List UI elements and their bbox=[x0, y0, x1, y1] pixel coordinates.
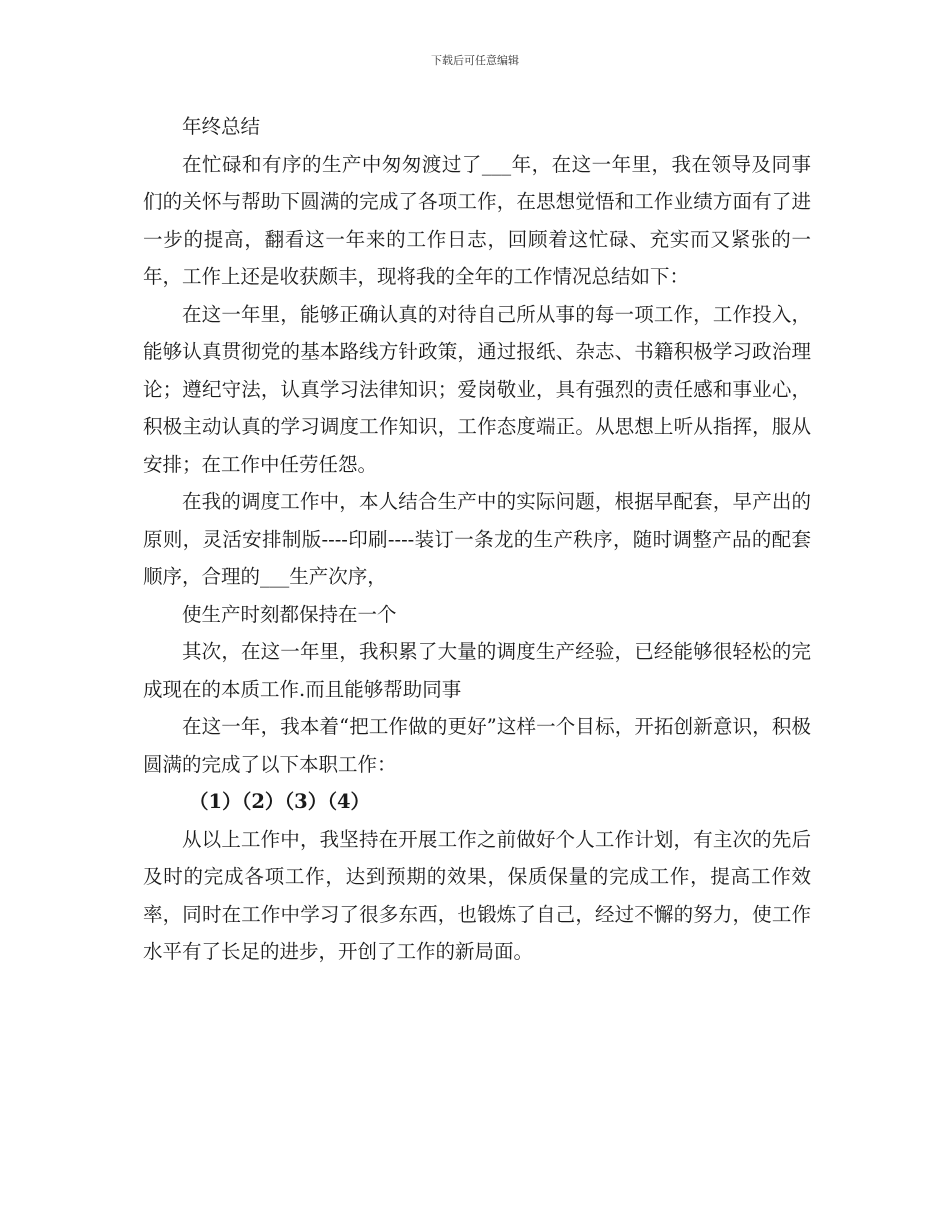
paragraph-experience: 其次，在这一年里，我积累了大量的调度生产经验，已经能够很轻松的完成现在的本质工作.而且能够帮助同事 bbox=[143, 640, 811, 701]
paragraph-production-state: 使生产时刻都保持在一个 bbox=[182, 602, 397, 626]
paragraph-goal: 在这一年，我本着“把工作做的更好”这样一个目标，开拓创新意识，积极圆满的完成了以下本职工作： bbox=[143, 715, 811, 776]
paragraph-attitude: 在这一年里，能够正确认真的对待自己所从事的每一项工作，工作投入，能够认真贯彻党的基本路线方针政策，通过报纸、杂志、书籍积极学习政治理论；遵纪守法，认真学习法律知识；爱岗敬业，具有强烈的责任感和事业心，积极主动认真的学习调度工作知识，工作态度端正。从思想上听从指挥，服从安排；在工作中任劳任怨。 bbox=[143, 302, 811, 476]
page-header: 下载后可任意编辑 bbox=[431, 54, 519, 67]
paragraph-conclusion: 从以上工作中，我坚持在开展工作之前做好个人工作计划，有主次的先后及时的完成各项工作，达到预期的效果，保质保量的完成工作，提高工作效率，同时在工作中学习了很多东西，也锻炼了自己，经过不懈的努力，使工作水平有了长足的进步，开创了工作的新局面。 bbox=[143, 827, 811, 963]
paragraph-task-list: （1）（2）（3）（4） bbox=[189, 790, 371, 813]
document-title: 年终总结 bbox=[182, 115, 261, 138]
document-body bbox=[143, 108, 811, 971]
paragraph-intro: 在忙碌和有序的生产中匆匆渡过了___年，在这一年里，我在领导及同事们的关怀与帮助下圆满的完成了各项工作，在思想觉悟和工作业绩方面有了进一步的提高，翻看这一年来的工作日志，回顾着这忙碌、充实而又紧张的一年，工作上还是收获颇丰，现将我的全年的工作情况总结如下： bbox=[143, 152, 811, 288]
paragraph-dispatch-work: 在我的调度工作中，本人结合生产中的实际问题，根据早配套，早产出的原则，灵活安排制版----印刷----装订一条龙的生产秩序，随时调整产品的配套顺序，合理的___生产次序， bbox=[143, 490, 811, 588]
